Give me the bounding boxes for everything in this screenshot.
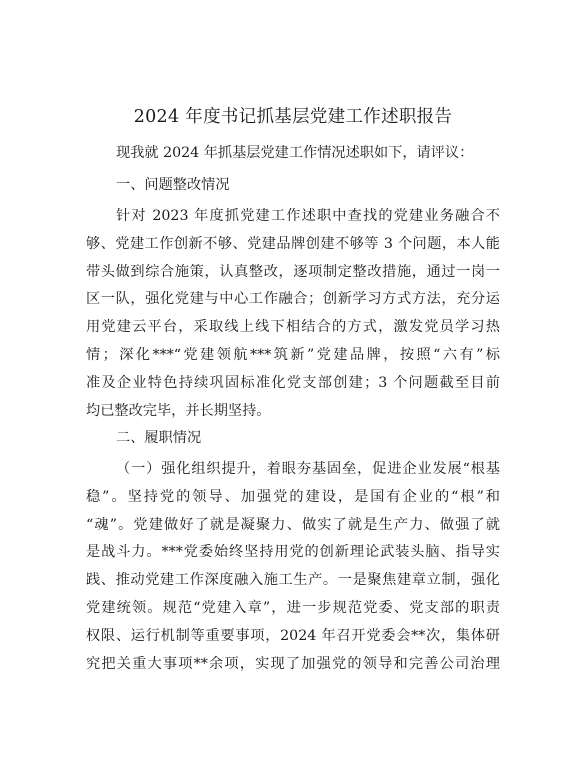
intro-paragraph: 现我就 2024 年抓基层党建工作情况述职如下，请评议：	[116, 145, 474, 161]
paragraph-line: 够、党建工作创新不够、党建品牌创建不够等 3 个问题，本人能	[86, 235, 500, 252]
paragraph-line: 践、推动党建工作深度融入施工生产。一是聚焦建章立制，强化	[86, 572, 500, 589]
section2-paragraph	[86, 456, 500, 678]
paragraph-line: 用党建云平台，采取线上线下相结合的方式，激发党员学习热	[86, 319, 500, 336]
paragraph-line: （一）强化组织提升，着眼夯基固垒，促进企业发展“根基	[116, 461, 500, 477]
paragraph-line: 准及企业特色持续巩固标准化党支部创建；3 个问题截至目前	[86, 374, 500, 391]
paragraph-line: “魂”。党建做好了就是凝聚力、做实了就是生产力、做强了就	[86, 516, 500, 533]
document-title: 2024 年度书记抓基层党建工作述职报告	[133, 107, 453, 127]
section-heading-problem-rectification: 一、问题整改情况	[116, 177, 230, 193]
paragraph-line: 均已整改完毕，并长期坚持。	[86, 402, 271, 419]
section-heading-duty-performance: 二、履职情况	[116, 430, 202, 446]
paragraph-line: 党建统领。规范“党建入章”，进一步规范党委、党支部的职责	[86, 599, 500, 616]
paragraph-line: 权限、运行机制等重要事项，2024 年召开党委会**次，集体研	[86, 627, 500, 644]
paragraph-line: 带头做到综合施策，认真整改，逐项制定整改措施，通过一岗一	[86, 263, 500, 280]
paragraph-line: 究把关重大事项**余项，实现了加强党的领导和完善公司治理	[86, 655, 500, 672]
paragraph-line: 是战斗力。***党委始终坚持用党的创新理论武装头脑、指导实	[86, 544, 500, 561]
paragraph-line: 区一队，强化党建与中心工作融合；创新学习方式方法，充分运	[86, 291, 500, 308]
paragraph-line: 针对 2023 年度抓党建工作述职中查找的党建业务融合不	[116, 208, 500, 224]
section1-paragraph	[86, 203, 500, 425]
paragraph-line: 稳”。坚持党的领导、加强党的建设，是国有企业的“根”和	[86, 488, 500, 505]
paragraph-line: 情；深化***“党建领航***筑新”党建品牌，按照“六有”标	[86, 346, 500, 363]
